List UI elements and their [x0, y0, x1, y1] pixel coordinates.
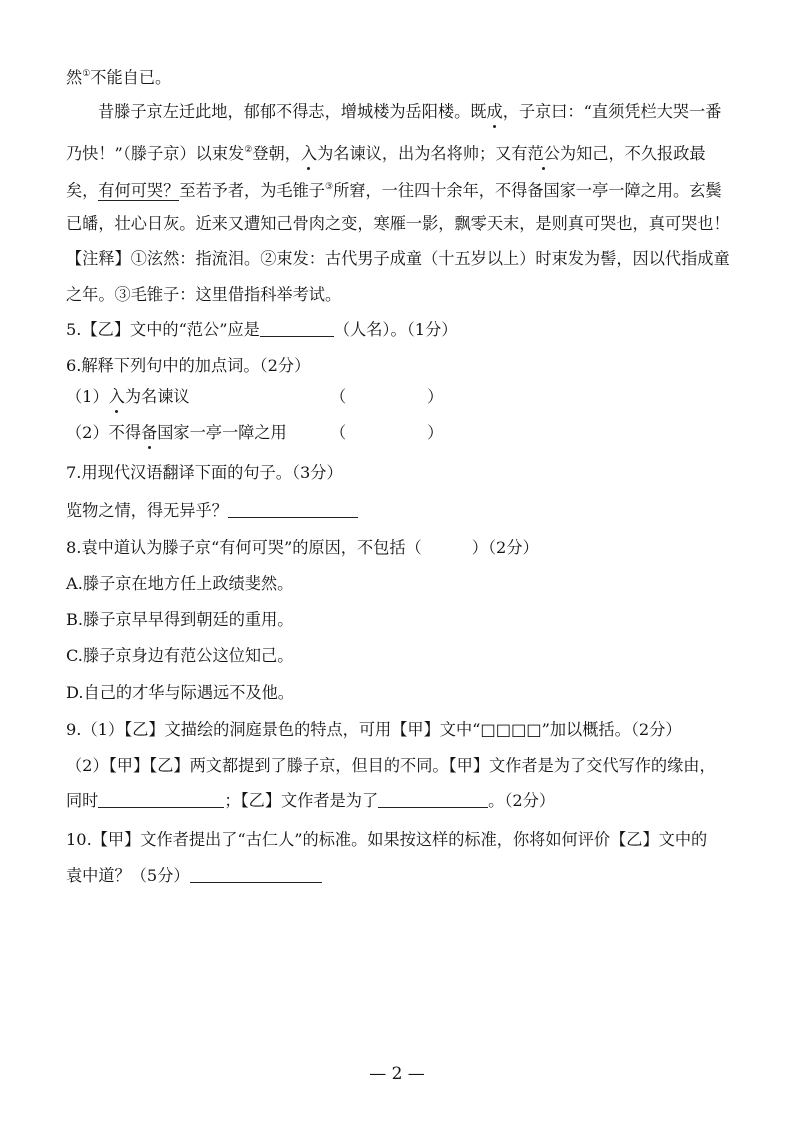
passage-text: 乃快！”（滕子京）以束发 [66, 144, 245, 163]
answer-blank[interactable] [260, 320, 334, 337]
footnote-mark: ③ [325, 182, 334, 192]
question-text: 国家一亭一障之用 [157, 423, 287, 442]
dotted-word: 入 [300, 144, 318, 163]
passage-line-4: 已皤，壮心日灰。近来又遭知己骨肉之变，寒雁一影，飘零天末，是则真可哭也，真可哭也！ [66, 214, 730, 233]
passage-text: 为名谏议，出为名将帅；又有 [317, 144, 528, 163]
question-6-item-1 [66, 386, 190, 408]
option-b: B.滕子京早早得到朝廷的重用。 [66, 610, 294, 629]
passage-text: 登朝， [252, 144, 301, 163]
question-text: 同时 [66, 791, 99, 810]
option-d: D.自己的才华与际遇远不及他。 [66, 683, 294, 702]
passage-text: 然 [66, 68, 83, 87]
question-text: （人名）。（1分） [333, 320, 458, 339]
question-10-line-2 [66, 865, 322, 887]
answer-parentheses[interactable]: （ ） [330, 423, 444, 442]
question-text: ）（2分） [471, 538, 539, 557]
option-a: A.滕子京在地方任上政绩斐然。 [66, 574, 294, 593]
passage-line-2 [66, 139, 706, 165]
passage-text: 所窘，一往四十余年，不得备国家一亭一障之用。玄鬓 [333, 181, 722, 200]
question-10: 10.【甲】文作者提出了“古仁人”的标准。如果按这样的标准，你将如何评价【乙】文中的 [66, 830, 708, 849]
option-c: C.滕子京身边有范公这位知己。 [66, 646, 294, 665]
question-9-part-2: （2）【甲】【乙】两文都提到了滕子京，但目的不同。【甲】文作者是为了交代写作的缘由， [66, 756, 716, 775]
passage-text: 不能自已。 [90, 68, 172, 87]
answer-blank[interactable] [228, 501, 358, 518]
answer-blank[interactable] [98, 791, 224, 808]
dotted-word: 成 [486, 102, 503, 121]
passage-line-1 [98, 101, 721, 123]
question-5 [66, 319, 457, 341]
passage-line-3 [66, 176, 722, 202]
question-6: 6.解释下列句中的加点词。（2分） [66, 356, 311, 375]
passage-text: 矣， [66, 181, 99, 200]
question-9-part-1: 9.（1）【乙】文描绘的洞庭景色的特点，可用【甲】文中“□□□□”加以概括。（2分） [66, 720, 682, 739]
passage-line-0 [66, 63, 171, 89]
question-text: 为名谏议 [124, 387, 190, 406]
dotted-word: 备 [141, 423, 158, 442]
question-7: 7.用现代汉语翻译下面的句子。（3分） [66, 463, 343, 482]
question-text: （2）不得 [66, 423, 142, 442]
question-8 [66, 537, 539, 559]
answer-blank[interactable] [378, 791, 488, 808]
passage-text: 昔滕子京左迁此地，郁郁不得志，增城楼为岳阳楼。既 [98, 102, 487, 121]
notes-line-1: 【注释】①泫然：指流泪。②束发：古代男子成童（十五岁以上）时束发为髻，因以代指成童 [66, 249, 730, 268]
question-text: 5.【乙】文中的“范公”应是 [66, 320, 260, 339]
passage-text: 为知己，不久报政最 [559, 144, 706, 163]
footnote-mark: ② [244, 145, 253, 155]
question-text: 8.袁中道认为滕子京“有何可哭”的原因，不包括（ [66, 538, 422, 557]
passage-text: ，子京曰：“直须凭栏大哭一番 [502, 102, 722, 121]
question-text: 。（2分） [488, 791, 556, 810]
answer-parentheses[interactable]: （ ） [330, 387, 444, 406]
question-text: ；【乙】文作者是为了 [224, 791, 379, 810]
dotted-word: 入 [108, 387, 125, 406]
passage-text: 至若予者，为毛锥子 [179, 181, 325, 200]
answer-blank[interactable] [190, 866, 322, 883]
question-text: 览物之情，得无异乎？ [66, 501, 228, 520]
question-6-item-2 [66, 422, 287, 444]
question-text: （1） [66, 387, 109, 406]
question-9-part-2-blanks [66, 790, 555, 812]
dotted-word: 范公 [527, 144, 560, 163]
question-text: 袁中道？（5分） [66, 866, 190, 885]
page-number: — 2 — [369, 1064, 425, 1084]
underlined-sentence: 有何可哭？ [98, 181, 180, 200]
notes-line-2: 之年。③毛锥子：这里借指科举考试。 [66, 285, 342, 304]
footnote-mark: ① [82, 69, 91, 79]
question-7-sentence [66, 500, 358, 522]
